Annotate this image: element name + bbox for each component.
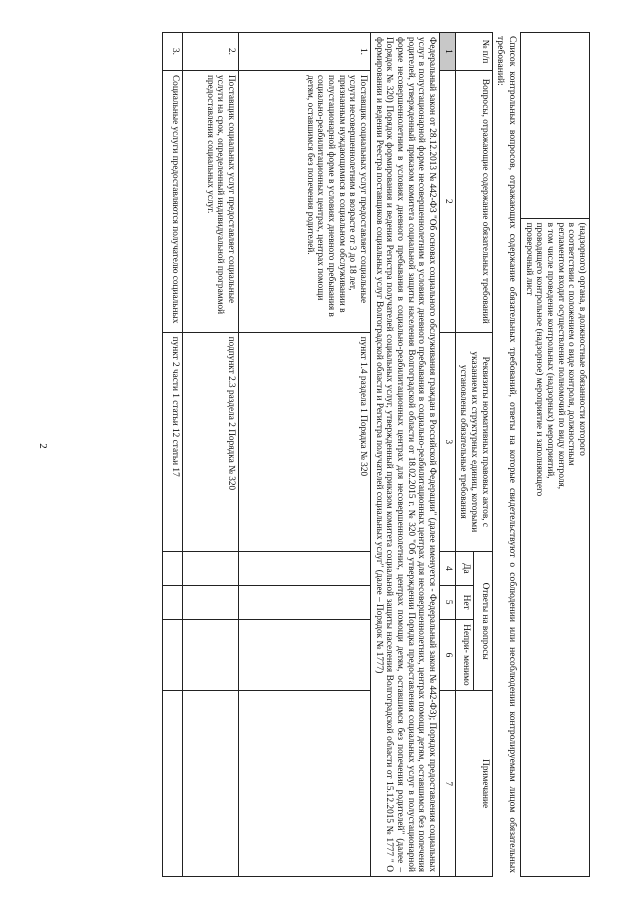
note-cell[interactable] <box>239 691 371 877</box>
table-row <box>239 33 371 877</box>
top-left-empty-cell <box>520 33 589 219</box>
header-requisites: Реквизиты нормативных правовых актов, с указанием их структурных единиц, которыми установлены обязательные требования <box>455 332 492 551</box>
note-cell[interactable] <box>163 691 183 877</box>
row-requisite: пункт 2 части 1 статьи 12 статьи 17 <box>163 332 183 551</box>
answer-no-cell[interactable] <box>183 585 239 619</box>
answer-na-cell[interactable] <box>239 619 371 691</box>
row-question: Поставщик социальных услуг предоставляет социальные услуги несовершеннолетним в возрасте от 3 до 18 лет, признанным нуждающимися в социальном обслуживании в полустационарной форме в условиях дневного пребывания в социально-реабилитационных центрах, центрах помощи детям, оставшимся без попечения родителей. <box>239 70 371 332</box>
checklist-caption: Список контрольных вопросов, отражающих содержание обязательных требований, ответы на которые свидетельствуют о соблюдении или несоблюдении контролируемым лицом обязательных требований: <box>495 36 518 873</box>
header-yes: Да <box>455 552 474 586</box>
column-number: 1 <box>440 33 456 71</box>
rotated-document-sheet <box>0 32 590 877</box>
row-requisite: пункт 1.4 раздела 1 Порядка № 320 <box>239 332 371 551</box>
answer-no-cell[interactable] <box>163 585 183 619</box>
inspector-info-table <box>520 32 590 877</box>
inspector-info-line: проводящего контрольное (надзорное) мероприятие и заполняющего <box>534 222 545 497</box>
legal-acts-list: Федеральный закон от 28.12.2013 № 442-ФЗ "Об основах социального обслуживания граждан в Российской Федерации" (далее именуется - Федеральный закон № 442-ФЗ); Порядок предоставления социальных услуг в полустационарной форме несовершеннолетним в условиях дневного пребывания в социально-реабилитационных центрах для несовершеннолетних, центрах помощи детям, оставшимся без попечения родителей, утвержденный приказом комитета социальной защиты населения Волгоградской области от 18.02.2015 г. № 320 "Об утверждении Порядка предоставления социальных услуг в полустационарной форме несовершеннолетним в условиях дневного пребывания в социально-реабилитационных центрах для несовершеннолетних, центрах помощи детям, оставшимся без попечения родителей" (далее – Порядок № 320) Порядок формирования и ведения Регистра получателей социальных услуг, утвержденный приказом комитета социальной защиты населения Волгоградской области от 15.12.2015 № 1777 " О формировании и ведении Реестра поставщиков социальных услуг Волгоградской области и Регистра получателей социальных услуг" (далее – Порядок № 1777) <box>371 33 440 877</box>
header-questions: Вопросы, отражающие содержание обязательных требований <box>455 70 492 332</box>
answer-yes-cell[interactable] <box>239 552 371 586</box>
row-num: 1. <box>239 33 371 71</box>
column-number: 3 <box>440 332 456 551</box>
row-question: Поставщик социальных услуг предоставляет социальные услуги на срок, определенный индивидуальной программой предоставления социальных услуг. <box>183 70 239 332</box>
inspector-info-line: проверочный лист <box>523 222 534 296</box>
table-row <box>183 33 239 877</box>
header-answers: Ответы на вопросы <box>474 552 493 691</box>
inspector-info-cell <box>520 218 589 876</box>
column-number: 4 <box>440 552 456 586</box>
answer-yes-cell[interactable] <box>183 552 239 586</box>
column-number: 6 <box>440 619 456 691</box>
inspector-info-line: в соответствии с положением о виде контроля, должностным <box>566 222 577 466</box>
header-na: Непри- менимо <box>455 619 474 691</box>
answer-na-cell[interactable] <box>183 619 239 691</box>
inspector-info-line: в том числе проведение контрольных (надзорных) мероприятий, <box>544 222 555 479</box>
page-number: 2 <box>36 443 49 449</box>
header-note: Примечание <box>455 691 492 877</box>
column-number-row <box>440 33 456 877</box>
checklist-table <box>162 32 493 877</box>
row-question: Социальные услуги предоставляются получателю социальных <box>163 70 183 332</box>
row-requisite: подпункт 2.3 раздела 2 Порядка № 320 <box>183 332 239 551</box>
column-number: 5 <box>440 585 456 619</box>
row-num: 3. <box>163 33 183 71</box>
answer-yes-cell[interactable] <box>163 552 183 586</box>
header-num: № п/п <box>455 33 492 71</box>
table-row <box>163 33 183 877</box>
row-num: 2. <box>183 33 239 71</box>
inspector-info-line: (надзорного) органа, в должностные обязанности которого <box>577 222 587 456</box>
column-number: 2 <box>440 70 456 332</box>
column-number: 7 <box>440 691 456 877</box>
note-cell[interactable] <box>183 691 239 877</box>
answer-no-cell[interactable] <box>239 585 371 619</box>
header-no: Нет <box>455 585 474 619</box>
inspector-info-line: регламентом входит осуществление полномочий по виду контроля, <box>555 222 566 490</box>
answer-na-cell[interactable] <box>163 619 183 691</box>
